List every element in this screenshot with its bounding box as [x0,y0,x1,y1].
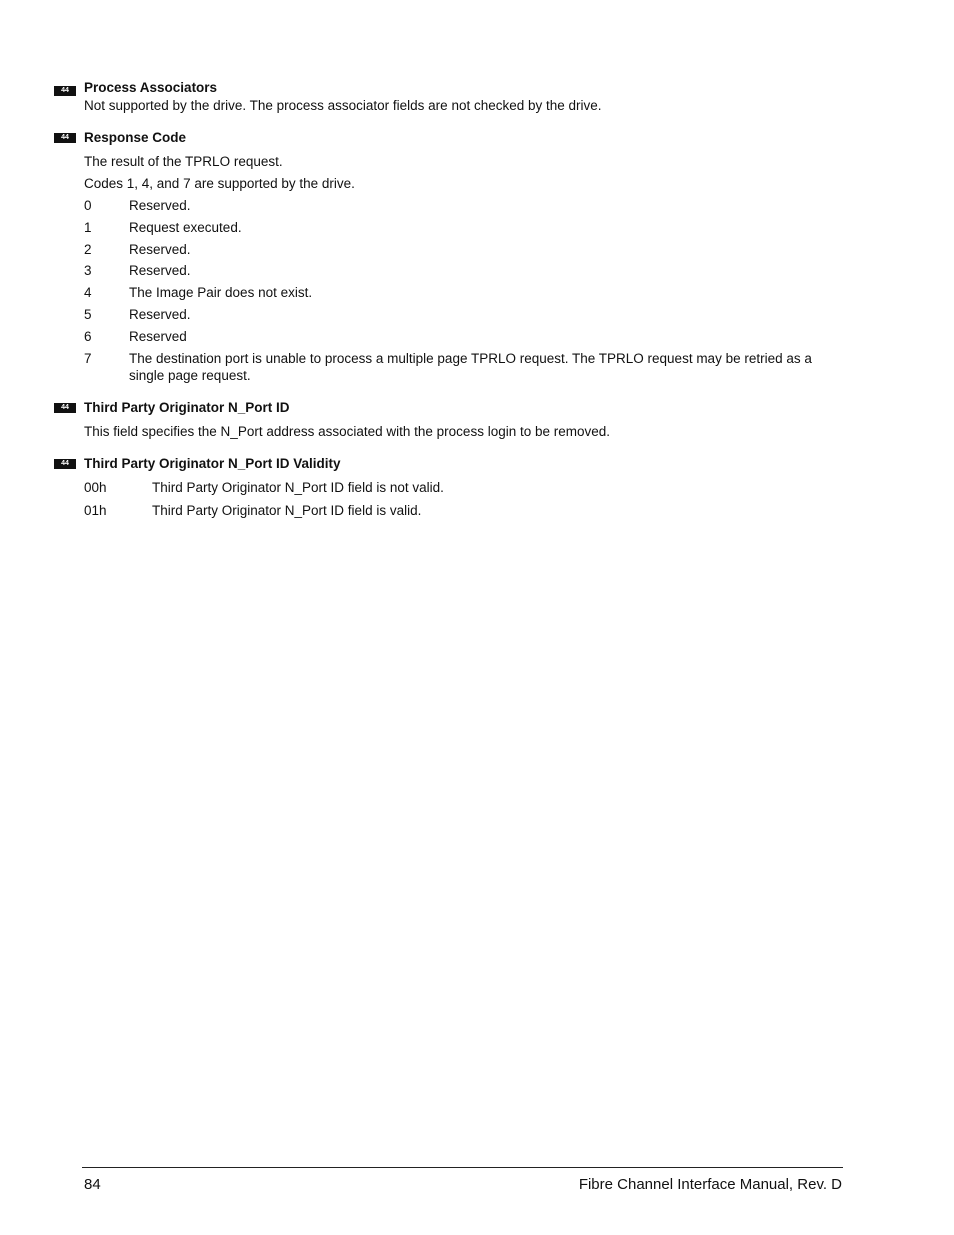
code-description: Reserved. [129,198,191,213]
code-description: The Image Pair does not exist. [129,285,313,300]
code-description: Reserved [129,329,187,344]
code-value: 01h [84,503,107,518]
code-description: Reserved. [129,307,191,322]
footer-divider [82,1167,843,1168]
paragraph: Not supported by the drive. The process associator fields are not checked by the drive. [84,98,602,113]
code-description: The destination port is unable to process a multiple page TPRLO request. The TPRLO request may be retried as a single page request. [129,351,812,383]
section-heading-process-associators: Process Associators [84,80,218,95]
code-description: Third Party Originator N_Port ID field is not valid. [152,480,444,495]
code-value: 6 [84,329,92,344]
code-value: 4 [84,285,92,300]
paragraph: This field specifies the N_Port address associated with the process login to be removed. [84,424,611,439]
paragraph: The result of the TPRLO request. [84,154,283,169]
code-value: 3 [84,263,92,278]
section-heading-third-party-originator-nport-id: Third Party Originator N_Port ID [84,400,290,415]
page-number: 84 [84,1176,101,1193]
section-tag: 44 [54,403,76,413]
section-heading-third-party-originator-nport-id-validity: Third Party Originator N_Port ID Validity [84,456,341,471]
document-title: Fibre Channel Interface Manual, Rev. D [578,1176,842,1193]
section-tag: 44 [54,459,76,469]
section-tag: 44 [54,86,76,96]
code-description: Third Party Originator N_Port ID field is valid. [152,503,422,518]
code-value: 0 [84,198,92,213]
code-value: 5 [84,307,92,322]
section-heading-response-code: Response Code [84,130,187,145]
code-description: Request executed. [129,220,242,235]
code-description: Reserved. [129,242,191,257]
code-description: Reserved. [129,263,191,278]
code-value: 1 [84,220,92,235]
code-value: 7 [84,351,92,366]
section-tag: 44 [54,133,76,143]
code-value: 00h [84,480,107,495]
code-value: 2 [84,242,92,257]
paragraph: Codes 1, 4, and 7 are supported by the drive. [84,176,355,191]
